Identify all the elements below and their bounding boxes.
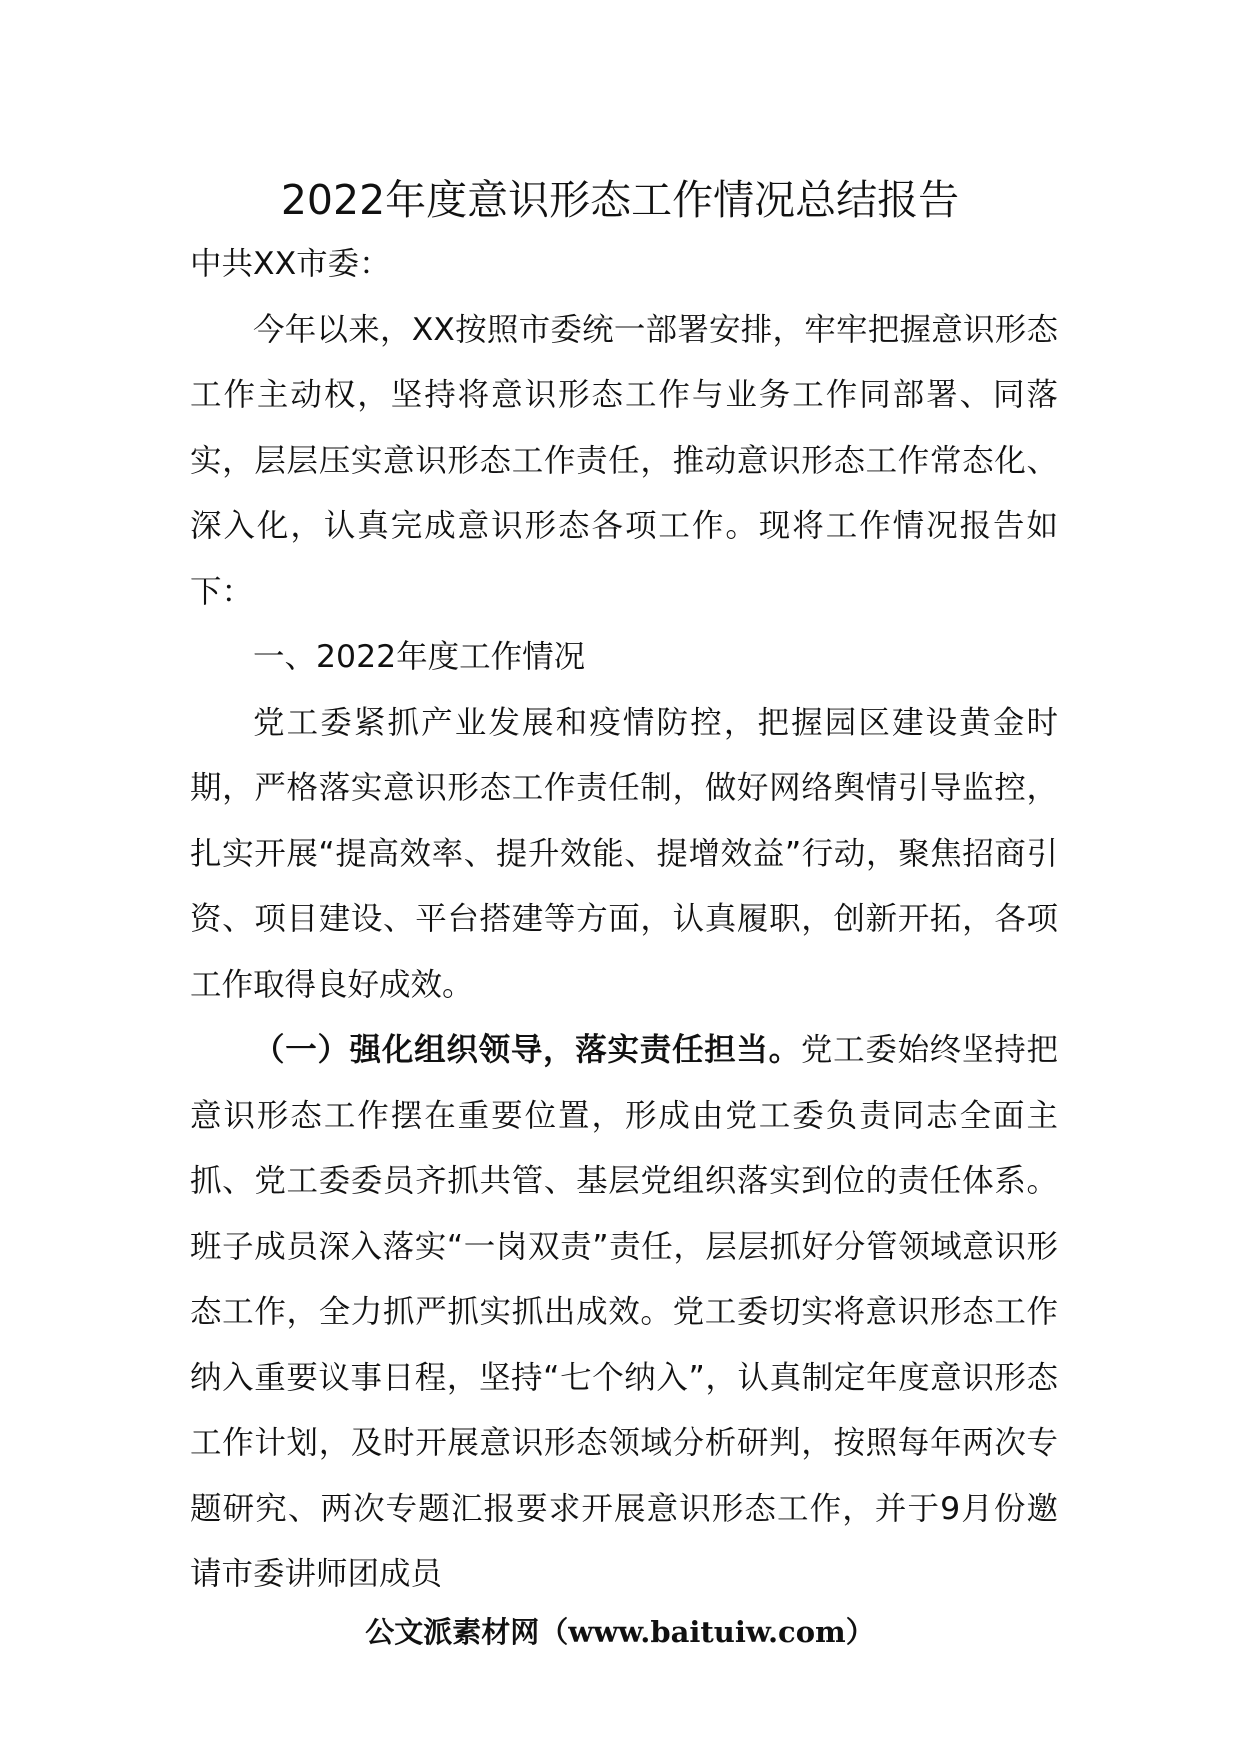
intro-paragraph: 今年以来，XX按照市委统一部署安排，牢牢把握意识形态工作主动权，坚持将意识形态工作与业务工作同部署、同落实，层层压实意识形态工作责任，推动意识形态工作常态化、深入化，认真完成意识形态各项工作。现将工作情况报告如下：: [190, 311, 1058, 610]
document-title: 2022年度意识形态工作情况总结报告: [280, 176, 960, 224]
section-paragraph: 党工委紧抓产业发展和疫情防控，把握园区建设黄金时期，严格落实意识形态工作责任制，做好网络舆情引导监控，扎实开展“提高效率、提升效能、提增效益”行动，聚焦招商引资、项目建设、平台搭建等方面，认真履职，创新开拓，各项工作取得良好成效。: [190, 704, 1058, 1003]
salutation: 中共XX市委：: [190, 246, 391, 282]
document-body: [190, 232, 1058, 1608]
subsection-paragraph: [190, 1018, 1058, 1608]
subsection-title: （一）强化组织领导，落实责任担当。: [253, 1032, 801, 1068]
footer-watermark: 公文派素材网（www.baituiw.com）: [365, 1615, 875, 1649]
subsection-body: 党工委始终坚持把意识形态工作摆在重要位置，形成由党工委负责同志全面主抓、党工委委员齐抓共管、基层党组织落实到位的责任体系。班子成员深入落实“一岗双责”责任，层层抓好分管领域意识形态工作，全力抓严抓实抓出成效。党工委切实将意识形态工作纳入重要议事日程，坚持“七个纳入”，认真制定年度意识形态工作计划，及时开展意识形态领域分析研判，按照每年两次专题研究、两次专题汇报要求开展意识形态工作，并于9月份邀请市委讲师团成员: [190, 1032, 1058, 1592]
section-heading: 一、2022年度工作情况: [253, 639, 586, 675]
